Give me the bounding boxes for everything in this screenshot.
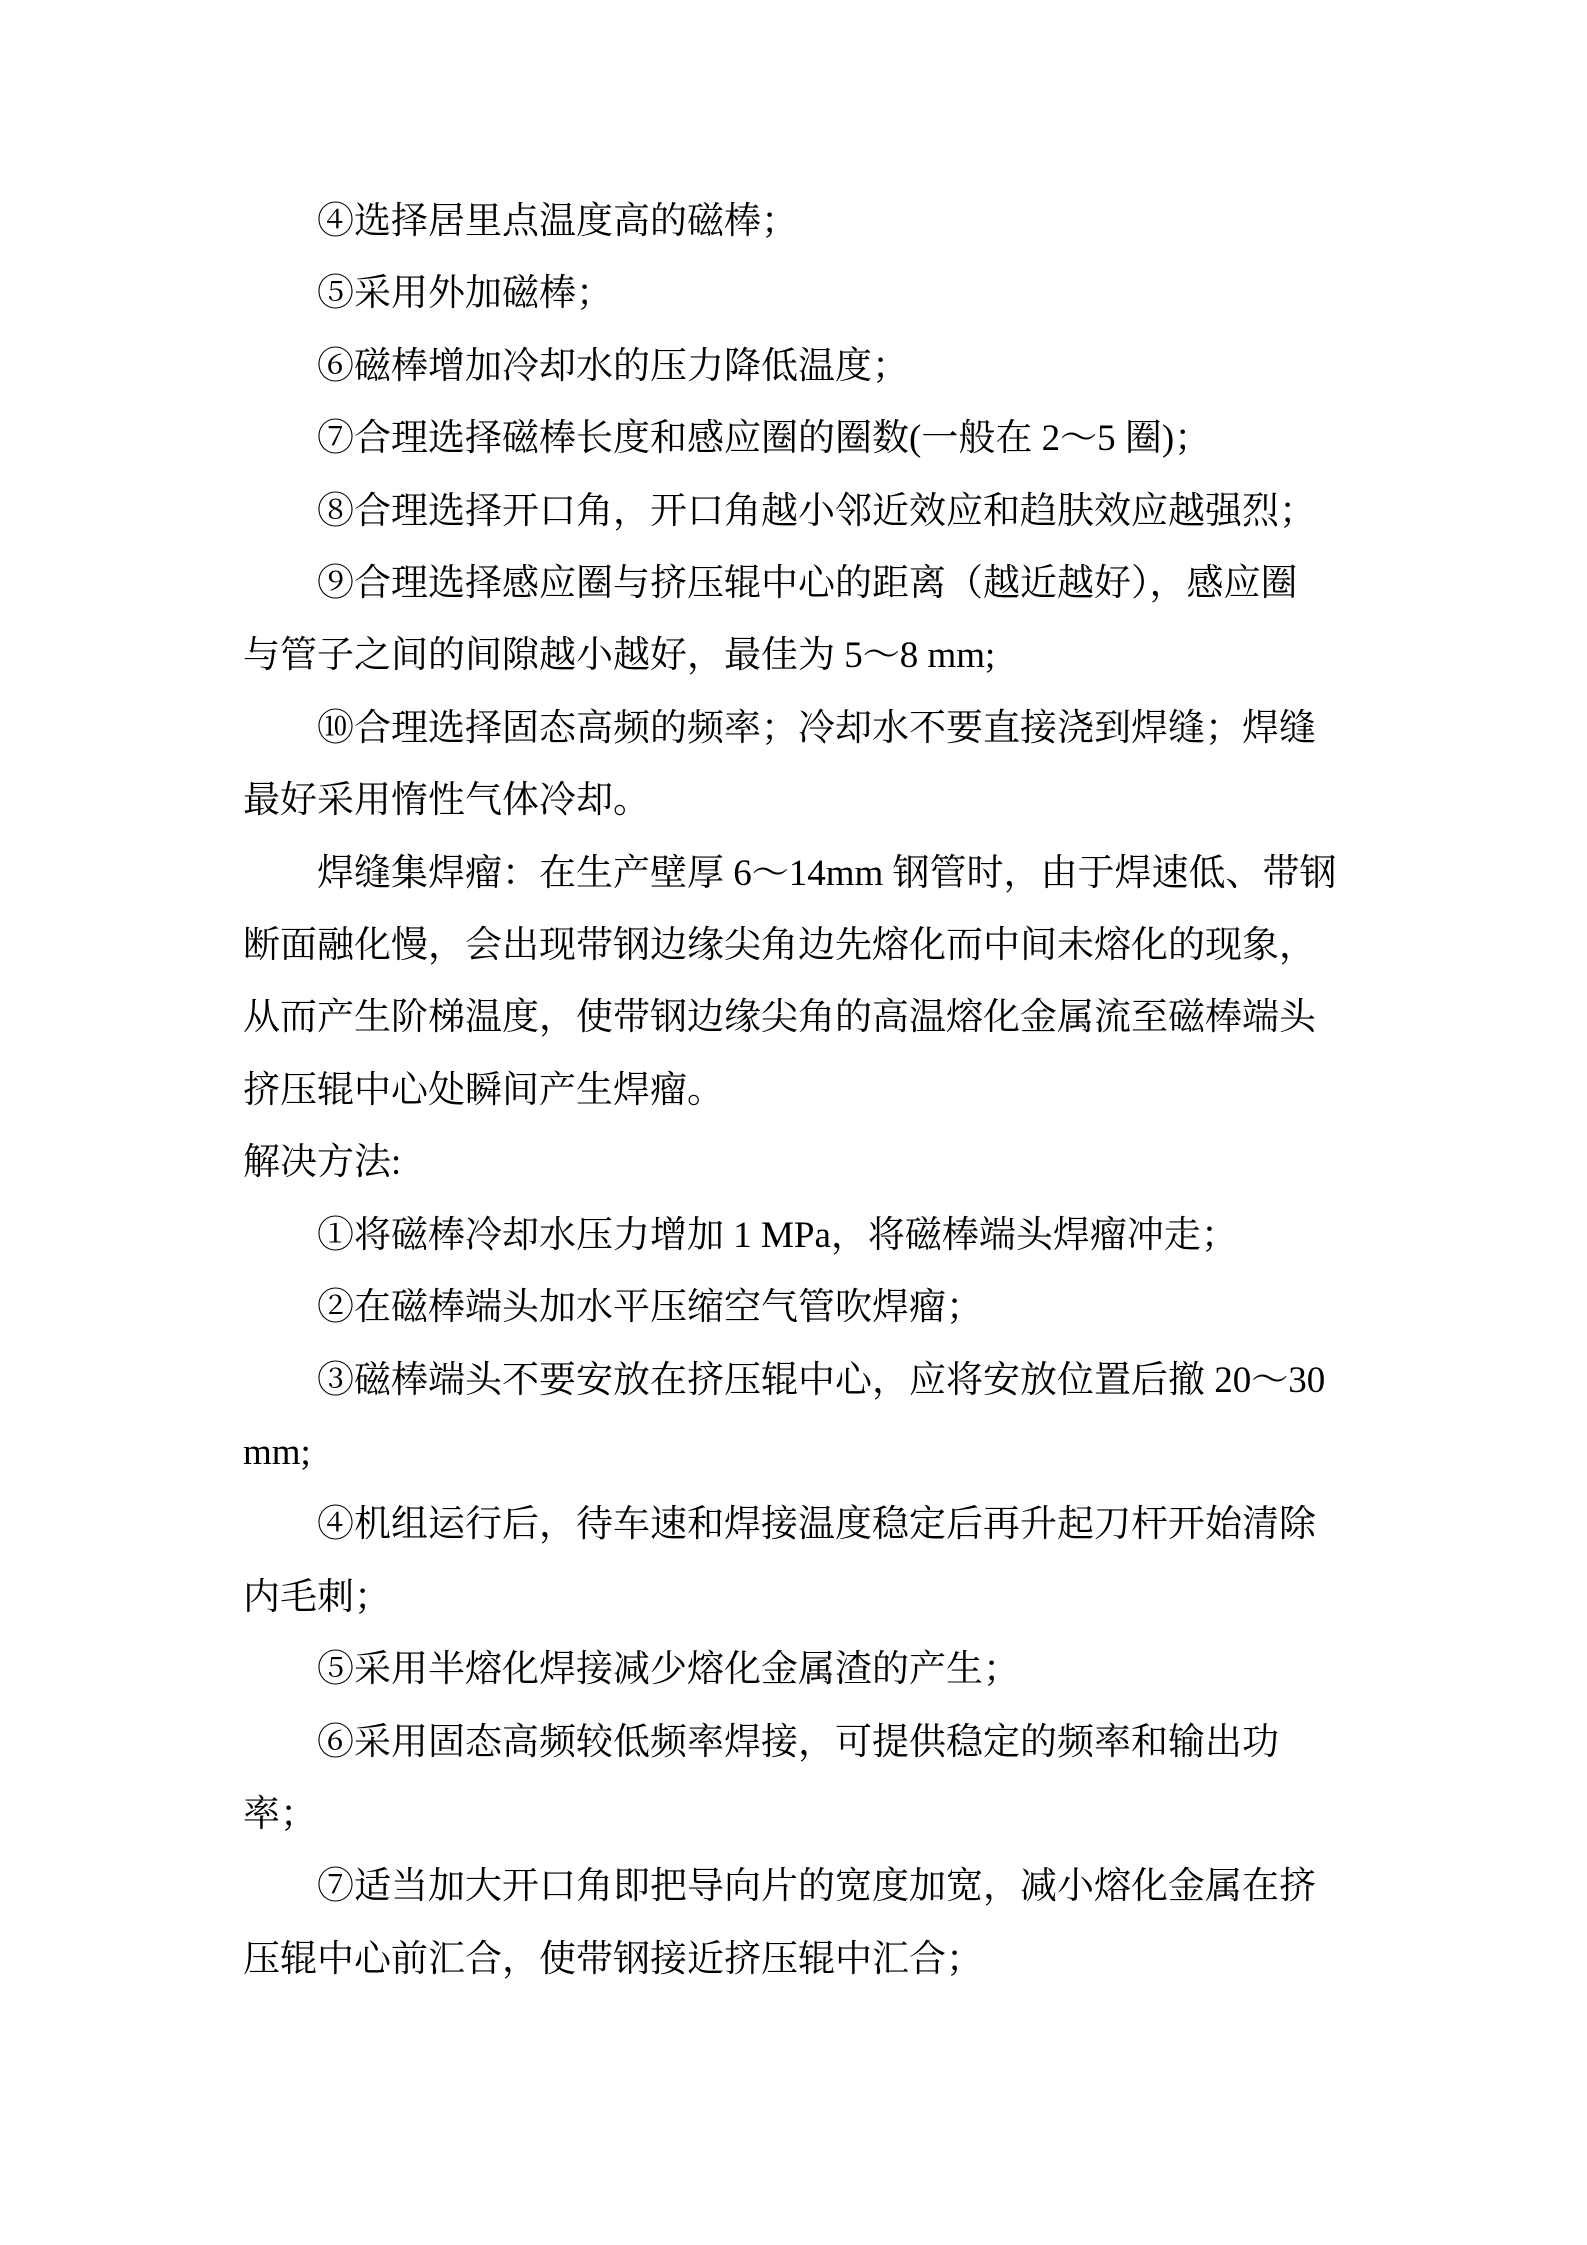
document-line: 从而产生阶梯温度，使带钢边缘尖角的高温熔化金属流至磁棒端头 — [243, 997, 1316, 1039]
document-line: 断面融化慢，会出现带钢边缘尖角边先熔化而中间未熔化的现象， — [243, 925, 1316, 967]
document-line: ①将磁棒冷却水压力增加 1 MPa，将磁棒端头焊瘤冲走； — [317, 1214, 1238, 1256]
document-line: ⑨合理选择感应圈与挤压辊中心的距离（越近越好），感应圈 — [317, 563, 1298, 605]
document-text-block — [243, 186, 1358, 1996]
document-line: ④选择居里点温度高的磁棒； — [317, 201, 798, 242]
document-line: 最好采用惰性气体冷却。 — [243, 780, 650, 822]
document-line: ④机组运行后，待车速和焊接温度稳定后再升起刀杆开始清除 — [317, 1504, 1316, 1546]
document-line: ③磁棒端头不要安放在挤压辊中心，应将安放位置后撤 20～30 — [317, 1359, 1326, 1401]
document-line: 内毛刺； — [243, 1576, 391, 1618]
document-line: 率； — [243, 1793, 317, 1835]
document-line: ⑦合理选择磁棒长度和感应圈的圈数(一般在 2～5 圈)； — [317, 418, 1212, 460]
document-line: ②在磁棒端头加水平压缩空气管吹焊瘤； — [317, 1287, 983, 1329]
document-line: mm; — [243, 1431, 311, 1473]
document-line: 挤压辊中心处瞬间产生焊瘤。 — [243, 1069, 724, 1111]
document-line: ⑩合理选择固态高频的频率；冷却水不要直接浇到焊缝；焊缝 — [317, 707, 1316, 749]
document-line: ⑥磁棒增加冷却水的压力降低温度； — [317, 345, 909, 387]
document-line: 压辊中心前汇合，使带钢接近挤压辊中汇合； — [243, 1938, 983, 1980]
document-line: 与管子之间的间隙越小越好，最佳为 5～8 mm; — [243, 635, 996, 677]
document-line: ⑦适当加大开口角即把导向片的宽度加宽，减小熔化金属在挤 — [317, 1866, 1316, 1908]
document-line: ⑤采用半熔化焊接减少熔化金属渣的产生； — [317, 1649, 1020, 1691]
document-line: ⑥采用固态高频较低频率焊接，可提供稳定的频率和输出功 — [317, 1721, 1279, 1763]
document-line: ⑧合理选择开口角，开口角越小邻近效应和趋肤效应越强烈； — [317, 490, 1316, 532]
document-line: 解决方法: — [243, 1142, 402, 1184]
document-line: ⑤采用外加磁棒； — [317, 273, 613, 315]
document-line: 焊缝集焊瘤：在生产壁厚 6～14mm 钢管时，由于焊速低、带钢 — [317, 852, 1337, 894]
